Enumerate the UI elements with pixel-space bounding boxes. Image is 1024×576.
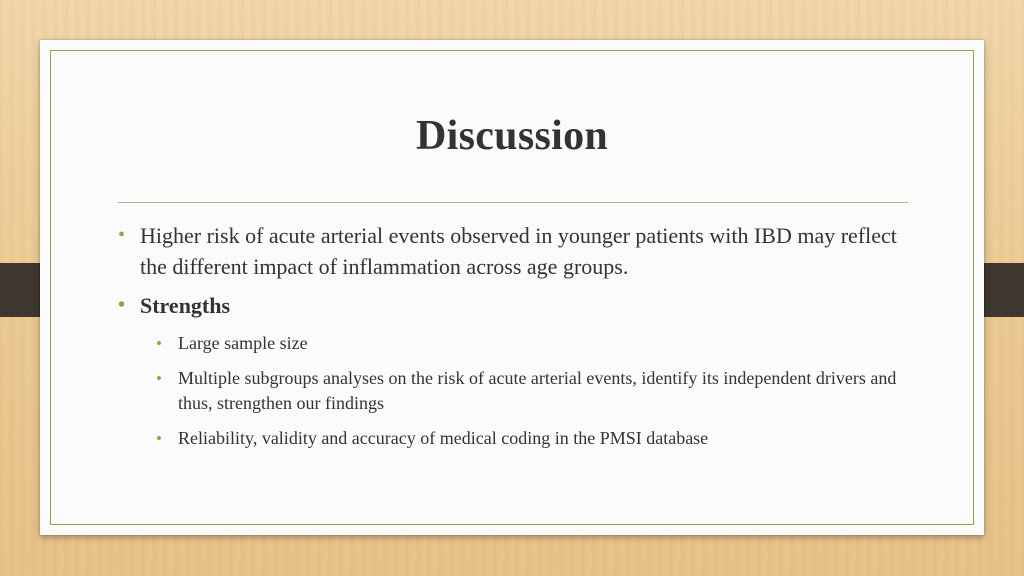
slide-card xyxy=(40,40,984,535)
sub-bullet-item xyxy=(118,366,918,416)
title-divider xyxy=(118,202,908,203)
sub-bullet-dot-icon: • xyxy=(156,334,162,353)
sub-bullet-item xyxy=(118,426,918,451)
sub-bullet-text: Reliability, validity and accuracy of medical coding in the PMSI database xyxy=(178,428,709,448)
bullet-item xyxy=(118,220,918,282)
slide-content xyxy=(118,218,918,451)
sub-bullet-dot-icon: • xyxy=(156,369,162,388)
bullet-dot-icon: • xyxy=(118,294,126,316)
bullet-heading: Strengths xyxy=(140,293,231,318)
bullet-text: Higher risk of acute arterial events observed in younger patients with IBD may reflect the different impact of inflammation across age groups. xyxy=(140,223,897,279)
bullet-item-strengths xyxy=(118,290,918,321)
sub-bullet-dot-icon: • xyxy=(156,429,162,448)
strengths-sublist xyxy=(118,331,918,451)
sub-bullet-item xyxy=(118,331,918,356)
slide-title: Discussion xyxy=(415,113,609,159)
sub-bullet-text: Multiple subgroups analyses on the risk of acute arterial events, identify its independent drivers and thus, strengthen our findings xyxy=(178,368,897,413)
sub-bullet-text: Large sample size xyxy=(178,333,308,353)
bullet-dot-icon: • xyxy=(118,224,126,246)
